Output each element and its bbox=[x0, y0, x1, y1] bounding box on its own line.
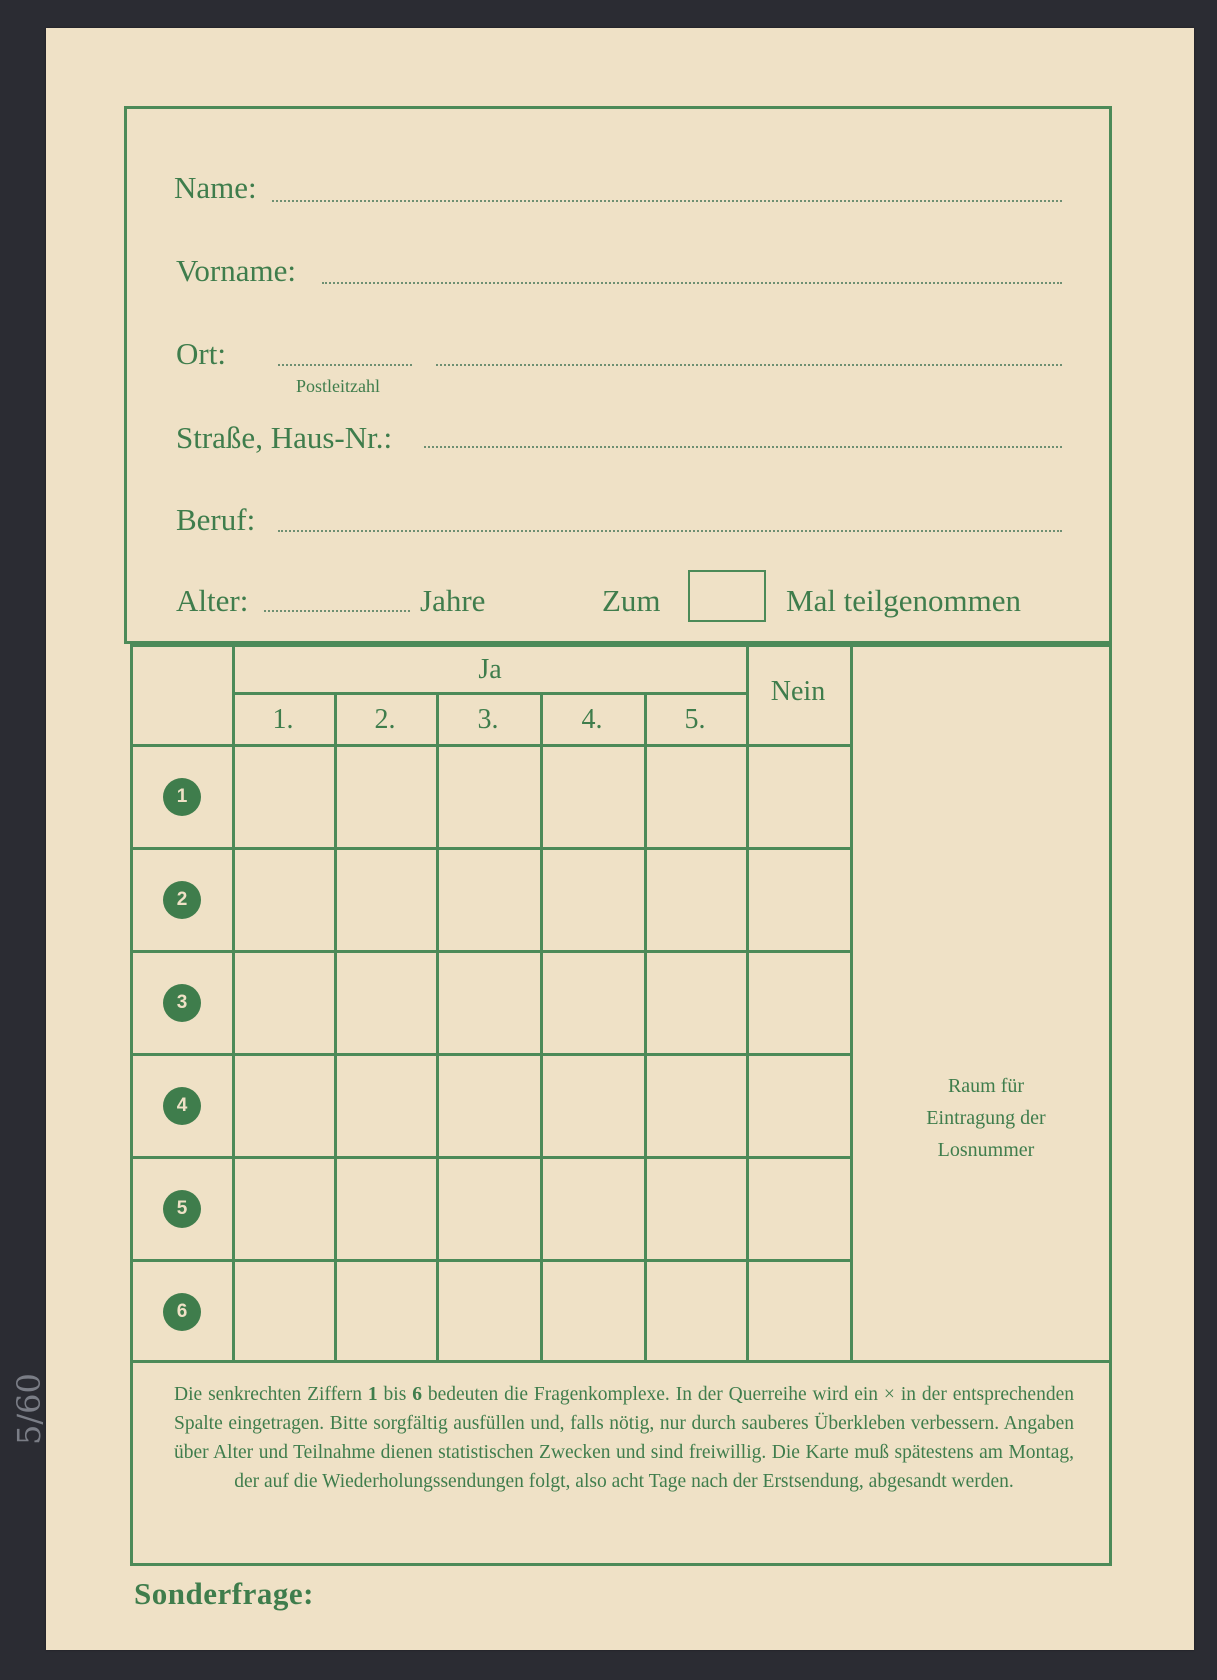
row-number-1: 1 bbox=[163, 778, 201, 816]
vorname-line[interactable] bbox=[322, 282, 1062, 284]
ja-header-line bbox=[232, 692, 748, 695]
answer-cell-row6-nein[interactable] bbox=[749, 1262, 850, 1362]
answer-cell-row4-col3[interactable] bbox=[439, 1056, 540, 1156]
answer-cell-row4-col5[interactable] bbox=[647, 1056, 746, 1156]
answer-cell-row3-col5[interactable] bbox=[647, 953, 746, 1053]
beruf-line[interactable] bbox=[278, 530, 1062, 532]
answer-cell-row5-col3[interactable] bbox=[439, 1159, 540, 1259]
address-frame bbox=[124, 106, 1112, 644]
alter-label: Alter: bbox=[176, 583, 249, 618]
alter-line[interactable] bbox=[264, 610, 410, 612]
column-header-2: 2. bbox=[374, 704, 396, 735]
answer-cell-row6-col2[interactable] bbox=[337, 1262, 436, 1362]
answer-cell-row5-nein[interactable] bbox=[749, 1159, 850, 1259]
answer-cell-row1-nein[interactable] bbox=[749, 747, 850, 847]
answer-cell-row5-col1[interactable] bbox=[235, 1159, 334, 1259]
ort-label: Ort: bbox=[176, 336, 226, 371]
answer-cell-row2-col2[interactable] bbox=[337, 850, 436, 950]
mal-teilgenommen-label: Mal teilgenommen bbox=[786, 583, 1022, 618]
answer-cell-row5-col4[interactable] bbox=[543, 1159, 644, 1259]
answer-cell-row3-col2[interactable] bbox=[337, 953, 436, 1053]
instructions-text bbox=[174, 1380, 1074, 1496]
losnummer-area[interactable] bbox=[886, 1070, 1086, 1166]
answer-cell-row3-nein[interactable] bbox=[749, 953, 850, 1053]
answer-cell-row2-nein[interactable] bbox=[749, 850, 850, 950]
grid-top-border bbox=[130, 644, 1112, 647]
answer-cell-row2-col1[interactable] bbox=[235, 850, 334, 950]
postleitzahl-line[interactable] bbox=[278, 364, 412, 366]
grid-left-border bbox=[130, 644, 133, 1566]
answer-cell-row3-col1[interactable] bbox=[235, 953, 334, 1053]
row-number-6: 6 bbox=[163, 1293, 201, 1331]
teilnahme-count-box[interactable] bbox=[688, 570, 766, 622]
raum-line-2: Eintragung der bbox=[926, 1107, 1046, 1129]
zum-label: Zum bbox=[602, 583, 661, 618]
answer-cell-row6-col3[interactable] bbox=[439, 1262, 540, 1362]
answer-cell-row3-col3[interactable] bbox=[439, 953, 540, 1053]
nein-header: Nein bbox=[770, 676, 826, 707]
jahre-label: Jahre bbox=[420, 583, 486, 618]
grid-bottom-border bbox=[130, 1563, 1112, 1566]
row-number-4: 4 bbox=[163, 1087, 201, 1125]
column-header-1: 1. bbox=[272, 704, 294, 735]
column-header-3: 3. bbox=[477, 704, 499, 735]
answer-cell-row2-col4[interactable] bbox=[543, 850, 644, 950]
answer-cell-row1-col3[interactable] bbox=[439, 747, 540, 847]
grid-right-border bbox=[1109, 644, 1112, 1566]
raum-line-1: Raum für bbox=[947, 1075, 1025, 1097]
answer-cell-row4-nein[interactable] bbox=[749, 1056, 850, 1156]
postleitzahl-label: Postleitzahl bbox=[296, 376, 380, 396]
vorname-label: Vorname: bbox=[176, 253, 296, 288]
beruf-label: Beruf: bbox=[176, 502, 256, 537]
column-header-4: 4. bbox=[581, 704, 603, 735]
answer-cell-row4-col4[interactable] bbox=[543, 1056, 644, 1156]
ort-line[interactable] bbox=[436, 364, 1062, 366]
note-part: Die senkrechten Ziffern bbox=[174, 1384, 368, 1405]
row-number-2: 2 bbox=[163, 881, 201, 919]
name-label: Name: bbox=[174, 170, 257, 205]
answer-cell-row6-col5[interactable] bbox=[647, 1262, 746, 1362]
grid-column-line bbox=[850, 644, 853, 1360]
answer-cell-row1-col5[interactable] bbox=[647, 747, 746, 847]
note-number-6: 6 bbox=[412, 1384, 422, 1405]
answer-cell-row5-col2[interactable] bbox=[337, 1159, 436, 1259]
answer-cell-row6-col4[interactable] bbox=[543, 1262, 644, 1362]
row-number-3: 3 bbox=[163, 984, 201, 1022]
answer-cell-row4-col2[interactable] bbox=[337, 1056, 436, 1156]
pencil-mark: 5/60 bbox=[10, 1373, 48, 1445]
answer-cell-row2-col5[interactable] bbox=[647, 850, 746, 950]
strasse-label: Straße, Haus-Nr.: bbox=[176, 420, 393, 455]
answer-cell-row1-col1[interactable] bbox=[235, 747, 334, 847]
row-number-5: 5 bbox=[163, 1190, 201, 1228]
answer-cell-row3-col4[interactable] bbox=[543, 953, 644, 1053]
answer-cell-row4-col1[interactable] bbox=[235, 1056, 334, 1156]
note-part: bis bbox=[377, 1384, 413, 1405]
answer-cell-row6-col1[interactable] bbox=[235, 1262, 334, 1362]
answer-cell-row5-col5[interactable] bbox=[647, 1159, 746, 1259]
answer-cell-row2-col3[interactable] bbox=[439, 850, 540, 950]
answer-cell-row1-col2[interactable] bbox=[337, 747, 436, 847]
sonderfrage-label: Sonderfrage: bbox=[134, 1576, 314, 1611]
note-number-1: 1 bbox=[367, 1384, 378, 1405]
name-line[interactable] bbox=[272, 200, 1062, 202]
raum-line-3: Losnummer bbox=[937, 1139, 1035, 1161]
ja-header: Ja bbox=[478, 654, 502, 685]
column-header-5: 5. bbox=[684, 704, 706, 735]
answer-cell-row1-col4[interactable] bbox=[543, 747, 644, 847]
note-part: bedeuten die Fragenkomplexe. In der Querreihe wird ein × in der entsprechenden Spalte eingetragen. Bitte sorgfältig ausfüllen und, falls nötig, nur durch sauberes Überkleben verbessern. Angaben über Alter und Teilnahme dienen statistischen Zwecken und sind freiwillig. Die Karte muß spätestens am Montag, der auf die Wiederholungssendungen folgt, also acht Tage nach der Erstsendung, abgesandt werden. bbox=[174, 1384, 1074, 1492]
strasse-line[interactable] bbox=[424, 446, 1062, 448]
